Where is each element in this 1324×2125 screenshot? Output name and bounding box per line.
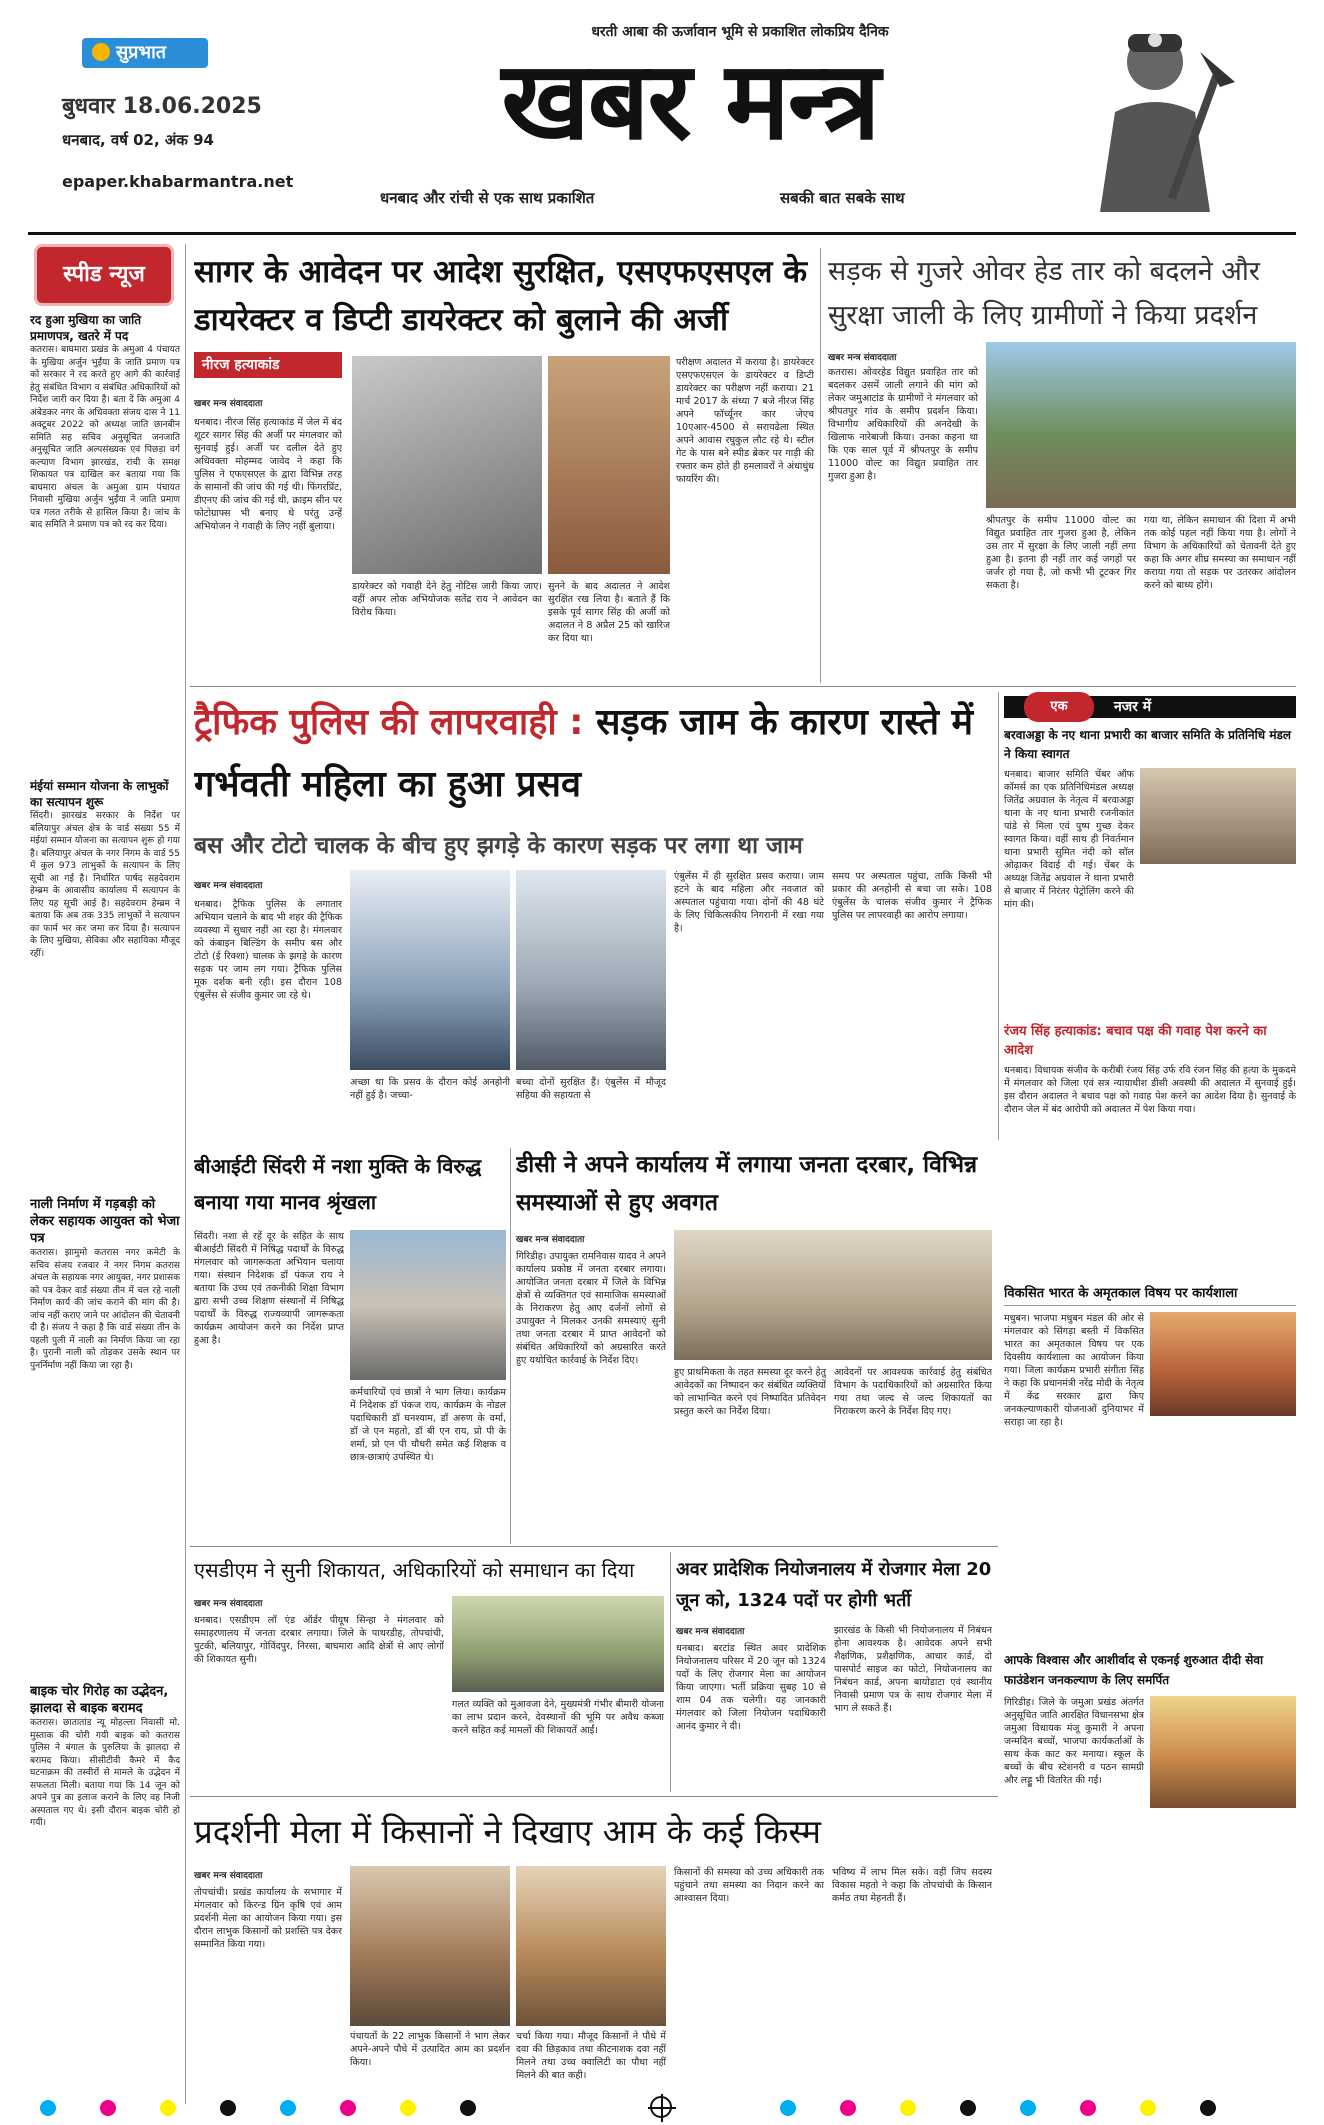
masthead-subline-right: सबकी बात सबके साथ bbox=[780, 189, 905, 207]
sdm-headline: एसडीएम ने सुनी शिकायत, अधिकारियों को समाधान का दिया bbox=[194, 1558, 635, 1582]
dc-byline: खबर मन्त्र संवाददाता bbox=[516, 1235, 585, 1245]
sagar-p2: परीक्षण अदालत में कराया है। डायरेक्टर एसएफएसएल के डायरेक्टर व डिप्टी डायरेक्टर का परीक्षण नहीं कराया। 21 मार्च 2017 के संध्या 7 बजे नीरज सिंह अपने फॉर्च्यूनर कार जेएच 10एआर-4500 से सरायढेला स्थित अपने आवास रघुकुल लौट रहे थे। स्टील गेट के पास बने स्पीड ब्रेकर पर गाड़ी की रफ्तार कम होते ही हमलावरों ने अंधाधुंध फायरिंग की। bbox=[676, 357, 814, 485]
right-photo-2 bbox=[1150, 1312, 1296, 1416]
left-column bbox=[30, 312, 180, 2102]
traffic-photo-ambulance-1 bbox=[350, 870, 510, 1070]
speed-news-badge bbox=[34, 244, 174, 306]
register-dot bbox=[160, 2100, 176, 2116]
traffic-divider bbox=[998, 692, 999, 1140]
left-h4: बाइक चोर गिरोह का उद्भेदन, झालदा से बाइक बरामद bbox=[30, 1684, 169, 1716]
wire-p2: श्रीपतपुर के समीप 11000 वोल्ट का विद्युत प्रवाहित तार गुजरा हुआ है, लेकिन उस तार में सुरक्षा के लिए जाली नहीं लगा हुआ है। इतना ही नहीं तार कई जगहों पर जर्जर हो गया है, जो कभी भी टूटकर गिर सकता है। bbox=[986, 515, 1136, 591]
wire-photo bbox=[986, 342, 1296, 508]
register-dot bbox=[960, 2100, 976, 2116]
register-dot bbox=[280, 2100, 296, 2116]
brand-badge bbox=[82, 38, 208, 68]
job-byline: खबर मन्त्र संवाददाता bbox=[676, 1627, 745, 1637]
sdm-photo bbox=[452, 1596, 664, 1692]
right-p3: मधुबन। भाजपा मधुबन मंडल की ओर से मंगलवार को सिंगड़ा बस्ती में विकसित भारत का अमृतकाल विषय पर एक दिवसीय कार्यशाला का आयोजन किया गया। जिला कार्यक्रम प्रभारी संगीता सिंह ने कहा कि प्रधानमंत्री नरेंद्र मोदी के नेतृत्व में केंद्र सरकार द्वारा किए जनकल्याणकारी योजनाओं दुनियाभर में सराहा जा रहा है। bbox=[1004, 1313, 1144, 1428]
register-dot bbox=[1200, 2100, 1216, 2116]
wire-byline: खबर मन्त्र संवाददाता bbox=[828, 353, 897, 363]
bit-photo bbox=[350, 1230, 506, 1380]
masthead-subline-left: धनबाद और रांची से एक साथ प्रकाशित bbox=[380, 189, 595, 207]
sagar-p1: धनबाद। नीरज सिंह हत्याकांड में जेल में बंद शूटर सागर सिंह की अर्जी पर मंगलवार को सुनवाई हुई। अर्जी पर दलील देते हुए अधिवक्ता मोहम्मद जावेद ने कहा कि पुलिस ने एफएसएल के द्वारा विभिन्न तरह के सामानों की जांच की गई थी। फिंगरप्रिंट, डीएनए की जांच की गई थी, क्राइम सीन पर फोटोग्राफ्स भी बनाए थे परंतु उन्हें अभियोजन ने गवाही के लिए नहीं बुलाया। bbox=[194, 417, 342, 532]
sdm-caption: गलत व्यक्ति को मुआवजा देने, मुख्यमंत्री गंभीर बीमारी योजना का लाभ प्रदान करने, देवस्थानों की भूमि पर अवैध कब्जा करने सहित कई मामलों की शिकायतें आईं। bbox=[452, 1699, 664, 1736]
register-dot bbox=[340, 2100, 356, 2116]
mango-caption2: चर्चा किया गया। मौजूद किसानों ने पौधे में दवा की छिड़काव तथा कीटनाशक दवा नहीं मिलने तथा उच्च क्वालिटी का पौधा नहीं मिलने की बात कही। bbox=[516, 2031, 666, 2081]
sagar-byline: खबर मन्त्र संवाददाता bbox=[194, 399, 263, 409]
right-p1: धनबाद। बाजार समिति चेंबर ऑफ कॉमर्स का एक प्रतिनिधिमंडल अध्यक्ष जितेंद्र अग्रवाल के नेतृत्व में बरवाअड्डा थाना के नए थाना प्रभारी रजनीकांत पांडे से मिला एवं पुष्प गुच्छ देकर स्वागत किया। वहीं साथ ही निवर्तमान थाना प्रभारी सुमित नंदी को सॉल ओढ़ाकर विदाई दी गई। चेंबर के अध्यक्ष जितेंद्र अग्रवाल ने थाना प्रभारी से बाजार में निरंतर पेट्रोलिंग करने की मांग की। bbox=[1004, 769, 1134, 910]
date-line: बुधवार 18.06.2025 bbox=[62, 94, 262, 119]
miner-logo-icon bbox=[1060, 12, 1250, 212]
left-h1: रद हुआ मुखिया का जाति प्रमाणपत्र, खतरे में पद bbox=[30, 313, 142, 343]
wire-p1: कतरास। ओवरहेड विद्युत प्रवाहित तार को बदलकर उसमें जाली लगाने की मांग को लेकर जमुआटांड के ग्रामीणों ने मंगलवार को श्रीपतपुर गांव के समीप प्रदर्शन किया। विभागीय अधिकारियों की अनदेखी के खिलाफ नारेबाजी किया। उनका कहना था कि एक साल पूर्व में श्रीपतपुर के समीप 11000 वोल्ट का विद्युत प्रवाहित तार गुजरा हुआ है। bbox=[828, 367, 978, 482]
lower-section-rule bbox=[190, 1796, 998, 1797]
register-dot bbox=[900, 2100, 916, 2116]
register-dot bbox=[1080, 2100, 1096, 2116]
speed-news-label: स्पीड न्यूज bbox=[63, 262, 145, 287]
job-p2: झारखंड के किसी भी नियोजनालय में निबंधन होना आवश्यक है। आवेदक अपने सभी शैक्षणिक, प्रशैक्षणिक, आधार कार्ड, दो पासपोर्ट साइज का फोटो, नियोजनालय का निबंधन कार्ड, अपना बायोडाटा एवं स्थानीय निवासी प्रमाण पत्र के साथ रोजगार मेला में भाग ले सकते हैं। bbox=[834, 1625, 992, 1714]
left-h2: मंईयां सम्मान योजना के लाभुकों का सत्यापन शुरू bbox=[30, 779, 169, 809]
mango-p2: किसानों की समस्या को उच्च अधिकारी तक पहुंचाने तथा समस्या का निदान करने का आश्वासन दिया। bbox=[674, 1867, 824, 1904]
traffic-headline-black: सड़क जाम के कारण रास्ते में गर्भवती महिला का हुआ प्रसव bbox=[194, 702, 974, 805]
masthead-rule bbox=[28, 232, 1296, 235]
mid-section-rule bbox=[190, 1546, 998, 1547]
mango-byline: खबर मन्त्र संवाददाता bbox=[194, 1871, 263, 1881]
job-p1: धनबाद। बरटांड स्थित अवर प्रादेशिक नियोजनालय परिसर में 20 जून को 1324 पदों के लिए रोजगार मेला का आयोजन किया जाएगा। भर्ती प्रक्रिया सुबह 10 से शाम 04 तक चलेगी। यह जानकारी मंगलवार को जिला नियोजन पदाधिकारी आनंद कुमार ने दी। bbox=[676, 1643, 826, 1732]
traffic-photo-ambulance-2 bbox=[516, 870, 666, 1070]
register-dot bbox=[1140, 2100, 1156, 2116]
left-p4: कतरास। छातातांड न्यू मोहल्ला निवासी मो. मुस्ताक की चोरी गयी बाइक को कतरास पुलिस ने बंगाल के पुरुलिया के झालदा से बरामद किया। सीसीटीवी कैमरे में कैद घटनाक्रम की तस्वीरों से मामले के उद्भेदन में सफलता मिली। बताया गया कि 14 जून को अपने पुत्र का इलाज कराने के लिए वह निजी अस्पताल गए थे। इसी दौरान बाइक चोरी हो गयी। bbox=[30, 1718, 180, 1828]
register-marks-right bbox=[780, 2098, 1280, 2118]
traffic-p1: धनबाद। ट्रैफिक पुलिस के लगातार अभियान चलाने के बाद भी शहर की ट्रैफिक व्यवस्था में सुधार नहीं आ रहा है। मंगलवार को कंबाइन बिल्डिंग के समीप बस और टोटो (ई रिक्शा) चालक के झगड़े के कारण सड़क पर जाम लग गया। ट्रैफिक पुलिस मूक दर्शक बनी रही। इस दौरान 108 एंबुलेंस से संजीव कुमार जा रहे थे। bbox=[194, 899, 342, 1001]
wire-headline: सड़क से गुजरे ओवर हेड तार को बदलने और सुरक्षा जाली के लिए ग्रामीणों ने किया प्रदर्शन bbox=[828, 256, 1260, 331]
sagar-tag-label: नीरज हत्याकांड bbox=[202, 357, 280, 373]
sdm-divider bbox=[670, 1552, 671, 1792]
edition-line: धनबाद, वर्ष 02, अंक 94 bbox=[62, 131, 214, 149]
traffic-p3: समय पर अस्पताल पहुंचा, ताकि किसी भी प्रकार की अनहोनी से बचा जा सके। 108 एंबुलेंस के चालक संजीव कुमार ने ट्रैफिक पुलिस पर लापरवाही का आरोप लगाया। bbox=[832, 871, 992, 921]
brand-logo-icon bbox=[92, 43, 110, 61]
left-p1: कतरास। बाघमारा प्रखंड के अमुआ 4 पंचायत के मुखिया अर्जुन भुईंया के जाति प्रमाण पत्र को सरकार ने रद करते हुए आगे की कार्रवाई हेतु संबंधित विभाग व संबंधित अधिकारियों को निर्देश जारी कर दिया है। बता दें कि अमुआ 4 अंबेडकर नगर के अधिवक्ता संजय दास ने 11 अक्टूबर 2022 को अध्यक्ष जाति छानबीन समिति सह सचिव अनुसूचित जनजाति अनुसूचित जाति अल्पसंख्यक एवं पिछड़ा वर्ग कल्याण विभाग झारखंड, रांची के समक्ष शिकायत पत्र दाखिल कर बताया गया कि बाघमारा अंचल के अमुआ ग्राम पंचायत निवासी मुखिया अर्जुन भुईंया ने जाति प्रमाण पत्र गलत तरीके से हासिल किया है। जांच के बाद समिति ने प्रमाण पत्र को रद कर दिया। bbox=[30, 345, 180, 530]
traffic-caption1: अच्छा था कि प्रसव के दौरान कोई अनहोनी नहीं हुई है। जच्चा- bbox=[350, 1077, 510, 1101]
sagar-divider bbox=[820, 248, 821, 683]
mango-photo-2 bbox=[516, 1866, 666, 2026]
sagar-tag bbox=[194, 352, 342, 378]
register-dot bbox=[1020, 2100, 1036, 2116]
register-dot bbox=[40, 2100, 56, 2116]
traffic-byline: खबर मन्त्र संवाददाता bbox=[194, 881, 263, 891]
bit-divider bbox=[510, 1148, 511, 1544]
left-column-divider bbox=[185, 244, 186, 2104]
dc-p3: आवेदनों पर आवश्यक कार्रवाई हेतु संबंधित विभाग के पदाधिकारियों को अग्रसारित किया गया तथा जल्द से जल्द शिकायतों का निराकरण करने के निर्देश दिए गए। bbox=[834, 1367, 992, 1417]
traffic-p2: एंबुलेंस में ही सुरक्षित प्रसव कराया। जाम हटने के बाद महिला और नवजात को अस्पताल पहुंचाया गया। दोनों की 48 घंटे के लिए चिकित्सकीय निगरानी में रखा गया है। bbox=[674, 871, 824, 934]
dc-headline: डीसी ने अपने कार्यालय में लगाया जनता दरबार, विभिन्न समस्याओं से हुए अवगत bbox=[516, 1152, 978, 1216]
brand-name: सुप्रभात bbox=[116, 42, 166, 63]
sagar-photo-portrait bbox=[548, 356, 670, 574]
register-dot bbox=[840, 2100, 856, 2116]
website-link[interactable]: epaper.khabarmantra.net bbox=[62, 172, 294, 191]
register-marks-left bbox=[40, 2098, 540, 2118]
sdm-byline: खबर मन्त्र संवाददाता bbox=[194, 1599, 263, 1609]
mango-p1: तोपचांची। प्रखंड कार्यालय के सभागार में मंगलवार को किरन्ड ग्रिन कृषि एवं आम प्रदर्शनी मेला का आयोजन किया गया। इस दौरान लाभुक किसानों को प्रशस्ति पत्र देकर सम्मानित किया गया। bbox=[194, 1887, 342, 1950]
bit-p1: सिंदरी। नशा से रहें दूर के सहित के साथ बीआईटी सिंदरी में निषिद्ध पदार्थों के विरुद्ध मंगलवार को जागरूकता अभियान चलाया गया। संस्थान निदेशक डॉ पंकज राय ने बताया कि उच्च एवं तकनीकी शिक्षा विभाग द्वारा सभी उच्च शिक्षण संस्थानों में निषिद्ध पदार्थों के विरुद्ध राज्यव्यापी जागरूकता कार्यक्रम आयोजन करने का निर्देश प्राप्त हुआ है। bbox=[194, 1231, 344, 1346]
masthead-title: खबर मन्त्र bbox=[501, 39, 879, 164]
bit-headline: बीआईटी सिंदरी में नशा मुक्ति के विरुद्ध बनाया गया मानव श्रृंखला bbox=[194, 1154, 482, 1214]
register-dot bbox=[780, 2100, 796, 2116]
mango-photo-1 bbox=[350, 1866, 510, 2026]
register-dot bbox=[460, 2100, 476, 2116]
job-headline: अवर प्रादेशिक नियोजनालय में रोजगार मेला 20 जून को, 1324 पदों पर होगी भर्ती bbox=[676, 1559, 992, 1611]
sagar-caption1: डायरेक्टर को गवाही देने हेतु नोटिस जारी किया जाए। वहीं अपर लोक अभियोजक सतेंद्र राय ने आवेदन का विरोध किया। bbox=[352, 581, 542, 618]
right-photo-3 bbox=[1150, 1696, 1296, 1808]
ek-label bbox=[1024, 692, 1094, 722]
right-photo-1 bbox=[1140, 768, 1296, 864]
mango-headline: प्रदर्शनी मेला में किसानों ने दिखाए आम के कई किस्म bbox=[194, 1812, 821, 1851]
masthead-tagline: धरती आबा की ऊर्जावान भूमि से प्रकाशित लोकप्रिय दैनिक bbox=[591, 24, 889, 40]
mango-caption1: पंचायतों के 22 लाभुक किसानों ने भाग लेकर अपने-अपने पौधे में उत्पादित आम का प्रदर्शन किया। bbox=[350, 2031, 510, 2068]
right-p2: धनबाद। विधायक संजीव के करीबी रंजय सिंह उर्फ रवि रंजन सिंह की हत्या के मुकदमे में मंगलवार को जिला एवं सत्र न्यायाधीश डीसी अवस्थी की अदालत में सुनवाई हुई। इस दौरान अदालत ने बचाव पक्ष को गवाह पेश करने का आदेश दिया है। सुनवाई के दौरान जेल में बंद आरोपी को अदालत में पेश किया गया। bbox=[1004, 1065, 1296, 1115]
nazar-label: नजर में bbox=[1114, 699, 1152, 715]
register-dot bbox=[100, 2100, 116, 2116]
register-crosshair-icon bbox=[650, 2096, 672, 2118]
right-h1: बरवाअड्डा के नए थाना प्रभारी का बाजार समिति के प्रतिनिधि मंडल ने किया स्वागत bbox=[1004, 728, 1292, 761]
dc-p1: गिरिडीह। उपायुक्त रामनिवास यादव ने अपने कार्यालय प्रकोष्ठ में जनता दरबार लगाया। आयोजित जनता दरबार में जिले के विभिन्न क्षेत्रों से व्यक्तिगत एवं सामाजिक समस्याओं के निराकरण हेतु आए दर्जनों लोगों से उपायुक्त ने मिलकर उनकी समस्याएं सुनी तथा जनता दरबार में प्राप्त आवेदनों को संबंधित अधिकारियों को अग्रसारित करते हुए यथोचित कार्रवाई के निर्देश दिए। bbox=[516, 1251, 666, 1366]
wire-p3: गया था, लेकिन समाधान की दिशा में अभी तक कोई पहल नहीं किया गया है। लोगों ने विभाग के अधिकारियों को चेतावनी देते हुए कहा कि अगर शीघ्र समस्या का समाधान नहीं कराया गया तो सड़क पर उतरकर आंदोलन करने को बाध्य होंगे। bbox=[1144, 515, 1296, 591]
dc-photo bbox=[674, 1230, 992, 1360]
right-p4: गिरिडीह। जिले के जमुआ प्रखंड अंतर्गत अनुसूचित जाति आरक्षित विधानसभा क्षेत्र जमुआ विधायक मंजू कुमारी ने अपना जन्मदिन बच्चों, भाजपा कार्यकर्ताओं के साथ केक काट कर मनाया। स्कूल के बच्चों के बीच स्टेशनरी व पठन सामग्री और लड्डू भी वितरित की गई। bbox=[1004, 1697, 1144, 1786]
sdm-p1: धनबाद। एसडीएम लॉ एंड ऑर्डर पीयूष सिन्हा ने मंगलवार को समाहरणालय में जनता दरबार लगाया। जिले के पाथरडीह, तोपचांची, पुटकी, बलियापुर, गोविंदपुर, निरसा, बाघमारा आदि क्षेत्रों से आए लोगों की शिकायत सुनी। bbox=[194, 1615, 444, 1665]
register-dot bbox=[220, 2100, 236, 2116]
traffic-headline bbox=[194, 692, 992, 822]
traffic-headline-red: ट्रैफिक पुलिस की लापरवाही : bbox=[194, 702, 584, 743]
traffic-caption2: बच्चा दोनों सुरक्षित हैं। एंबुलेंस में मौजूद सहिया की सहायता से bbox=[516, 1077, 666, 1101]
bit-p2: कर्मचारियों एवं छात्रों ने भाग लिया। कार्यक्रम में निदेशक डॉ पंकज राय, कार्यक्रम के नोडल पदाधिकारी डॉ घनश्याम, डॉ अरुण के वर्मा, डॉ जे एन महतो, डॉ बी एन राय, प्रो पी के शर्मा, प्रो एन पी चौधरी समेत कई शिक्षक व छात्र-छात्राएं उपस्थित थे। bbox=[350, 1387, 506, 1463]
top-section-rule bbox=[190, 686, 1296, 687]
mango-p3: भविष्य में लाभ मिल सके। वहीं जिप सदस्य विकास महतो ने कहा कि तोपचांची के किसान कर्मठ तथा मेहनती हैं। bbox=[832, 1867, 992, 1904]
masthead bbox=[0, 0, 1324, 230]
right-h3: विकसित भारत के अमृतकाल विषय पर कार्यशाला bbox=[1004, 1284, 1296, 1306]
sagar-photo-car bbox=[352, 356, 542, 574]
ek-text: एक bbox=[1050, 699, 1068, 714]
register-dot bbox=[400, 2100, 416, 2116]
right-h4: आपके विश्वास और आशीर्वाद से एकनई शुरुआत दीदी सेवा फाउंडेशन जनकल्याण के लिए समर्पित bbox=[1004, 1653, 1264, 1687]
left-p3: कतरास। झामुमो कतरास नगर कमेटी के सचिव संजय रजवार ने नगर निगम कतरास अंचल के सहायक नगर आयुक्त, नगर प्रशासक को पत्र देकर वार्ड संख्या तीन में चल रहे नाली निर्माण कार्य की जांच कराने की मांग की है। जांच नहीं कराए जाने पर आंदोलन की चेतावनी दी है। संजय ने कहा है कि वार्ड संख्या तीन के पहली पुली में नाली का निर्माण किया जा रहा है। पुरानी नाली को तोड़कर उसके स्थान पर पुनर्निर्माण नहीं किया जा रहा है। bbox=[30, 1248, 180, 1371]
sagar-headline: सागर के आवेदन पर आदेश सुरक्षित, एसएफएसएल के डायरेक्टर व डिप्टी डायरेक्टर को बुलाने की अर्जी bbox=[194, 254, 808, 338]
sagar-caption2: सुनने के बाद अदालत ने आदेश सुरक्षित रख लिया है। बताते हैं कि इसके पूर्व सागर सिंह की अर्जी को अदालत ने 8 अप्रैल 25 को खारिज कर दिया था। bbox=[548, 581, 670, 644]
left-p2: सिंदरी। झारखंड सरकार के निर्देश पर बलियापुर अंचल क्षेत्र के वार्ड संख्या 55 में मंईयां सम्मान योजना का सत्यापन शुरू हो गया है। बलियापुर अंचल के नगर निगम के वार्ड 55 में कुल 973 लाभुकों के सत्यापन के लिए सूची आ गई है। निर्धारित पार्षद सहदेवराम हेम्ब्रम के आवासीय कार्यालय में सत्यापन के लिए यह सूची आई है। सहदेवराम हेम्ब्रम ने बताया कि अब तक 335 लाभुकों ने सत्यापन का फार्म भर कर जमा कर दिया है। सत्यापन के लिए मुखिया, सेविका और सहायिका मौजूद रहीं। bbox=[30, 811, 180, 959]
right-h2: रंजय सिंह हत्याकांड: बचाव पक्ष की गवाह पेश करने का आदेश bbox=[1004, 1024, 1267, 1058]
left-h3: नाली निर्माण में गड़बड़ी को लेकर सहायक आयुक्त को भेजा पत्र bbox=[30, 1197, 180, 1246]
traffic-deck: बस और टोटो चालक के बीच हुए झगड़े के कारण सड़क पर लगा था जाम bbox=[194, 833, 803, 859]
dc-p2: हुए प्राथमिकता के तहत समस्या दूर करने हेतु आवेदकों का निष्पादन कर संबंधित व्यक्तियों को लाभान्वित करने एवं निष्पादित प्रतिवेदन प्रस्तुत करने का निर्देश दिया। bbox=[674, 1367, 826, 1417]
ek-nazar-banner bbox=[1004, 692, 1296, 722]
